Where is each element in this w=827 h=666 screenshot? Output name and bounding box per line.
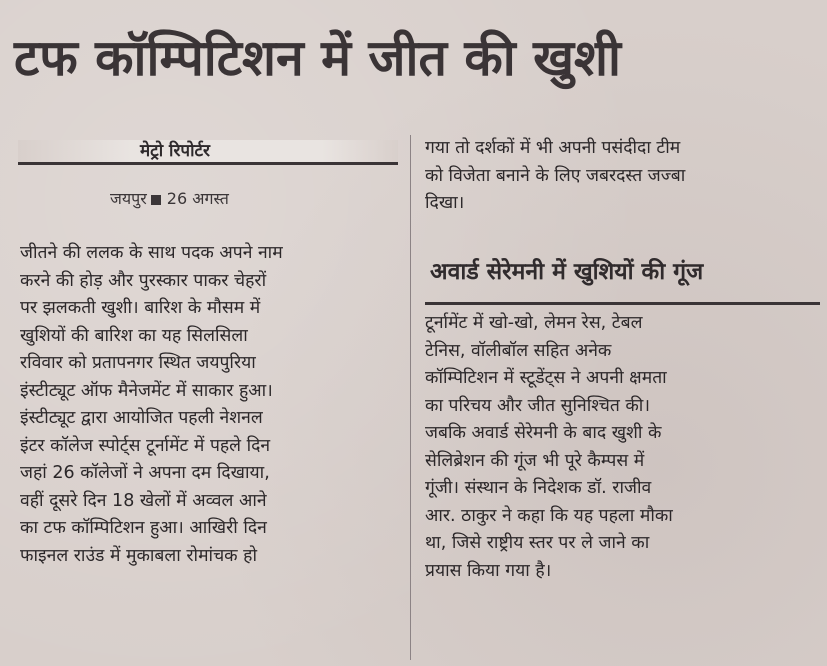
- left-column: [20, 240, 400, 570]
- dateline-date: 26 अगस्त: [166, 189, 229, 208]
- article-line: कॉम्पिटिशन में स्टूडेंट्स ने अपनी क्षमता: [425, 368, 667, 388]
- article-line: का टफ कॉम्पिटिशन हुआ। आखिरी दिन: [20, 518, 267, 538]
- article-line: रविवार को प्रतापनगर स्थित जयपुरिया: [20, 353, 256, 373]
- article-line: इंटर कॉलेज स्पोर्ट्स टूर्नामेंट में पहले दिन: [20, 435, 271, 456]
- article-line: जीतने की ललक के साथ पदक अपने नाम: [20, 243, 283, 263]
- article-line: फाइनल राउंड में मुकाबला रोमांचक हो: [20, 545, 258, 566]
- right-column-body: [425, 310, 820, 585]
- article-line: करने की होड़ और पुरस्कार पाकर चेहरों: [20, 270, 267, 291]
- article-line: इंस्टीट्यूट द्वारा आयोजित पहली नेशनल: [20, 408, 263, 428]
- article-line: था, जिसे राष्ट्रीय स्तर पर ले जाने का: [425, 533, 650, 553]
- article-line: टूर्नामेंट में खो-खो, लेमन रेस, टेबल: [425, 313, 643, 333]
- article-line: का परिचय और जीत सुनिश्चित की।: [425, 395, 650, 416]
- subheading: अवार्ड सेरेमनी में खुशियों की गूंज: [430, 259, 704, 285]
- column-divider: [410, 135, 411, 660]
- article-line: टेनिस, वॉलीबॉल सहित अनेक: [425, 340, 612, 361]
- subheading-rule: [425, 302, 820, 305]
- article-line: वहीं दूसरे दिन 18 खेलों में अव्वल आने: [20, 490, 267, 511]
- article-line: गया तो दर्शकों में भी अपनी पसंदीदा टीम: [425, 138, 681, 158]
- article-line: को विजेता बनाने के लिए जबरदस्त जज्बा: [425, 165, 686, 186]
- article-line: पर झलकती खुशी। बारिश के मौसम में: [20, 298, 261, 318]
- article-line: जबकि अवार्ड सेरेमनी के बाद खुशी के: [425, 423, 662, 443]
- dateline: [110, 188, 229, 210]
- article-line: इंस्टीट्यूट ऑफ मैनेजमेंट में साकार हुआ।: [20, 380, 273, 401]
- dateline-square-icon: [151, 195, 161, 205]
- article-line: खुशियों की बारिश का यह सिलसिला: [20, 325, 248, 346]
- article-line: आर. ठाकुर ने कहा कि यह पहला मौका: [425, 505, 673, 526]
- article-line: प्रयास किया गया है।: [425, 560, 552, 581]
- article-line: दिखा।: [425, 193, 465, 213]
- dateline-city: जयपुर: [110, 189, 147, 208]
- article-line: गूंजी। संस्थान के निदेशक डॉ. राजीव: [425, 478, 652, 498]
- headline: टफ कॉम्पिटिशन में जीत की खुशी: [14, 29, 621, 87]
- article-line: जहां 26 कॉलेजों ने अपना दम दिखाया,: [20, 463, 270, 483]
- byline: मेट्रो रिपोर्टर: [140, 141, 210, 161]
- article-line: सेलिब्रेशन की गूंज भी पूरे कैम्पस में: [425, 450, 645, 471]
- right-column-top: [425, 135, 820, 218]
